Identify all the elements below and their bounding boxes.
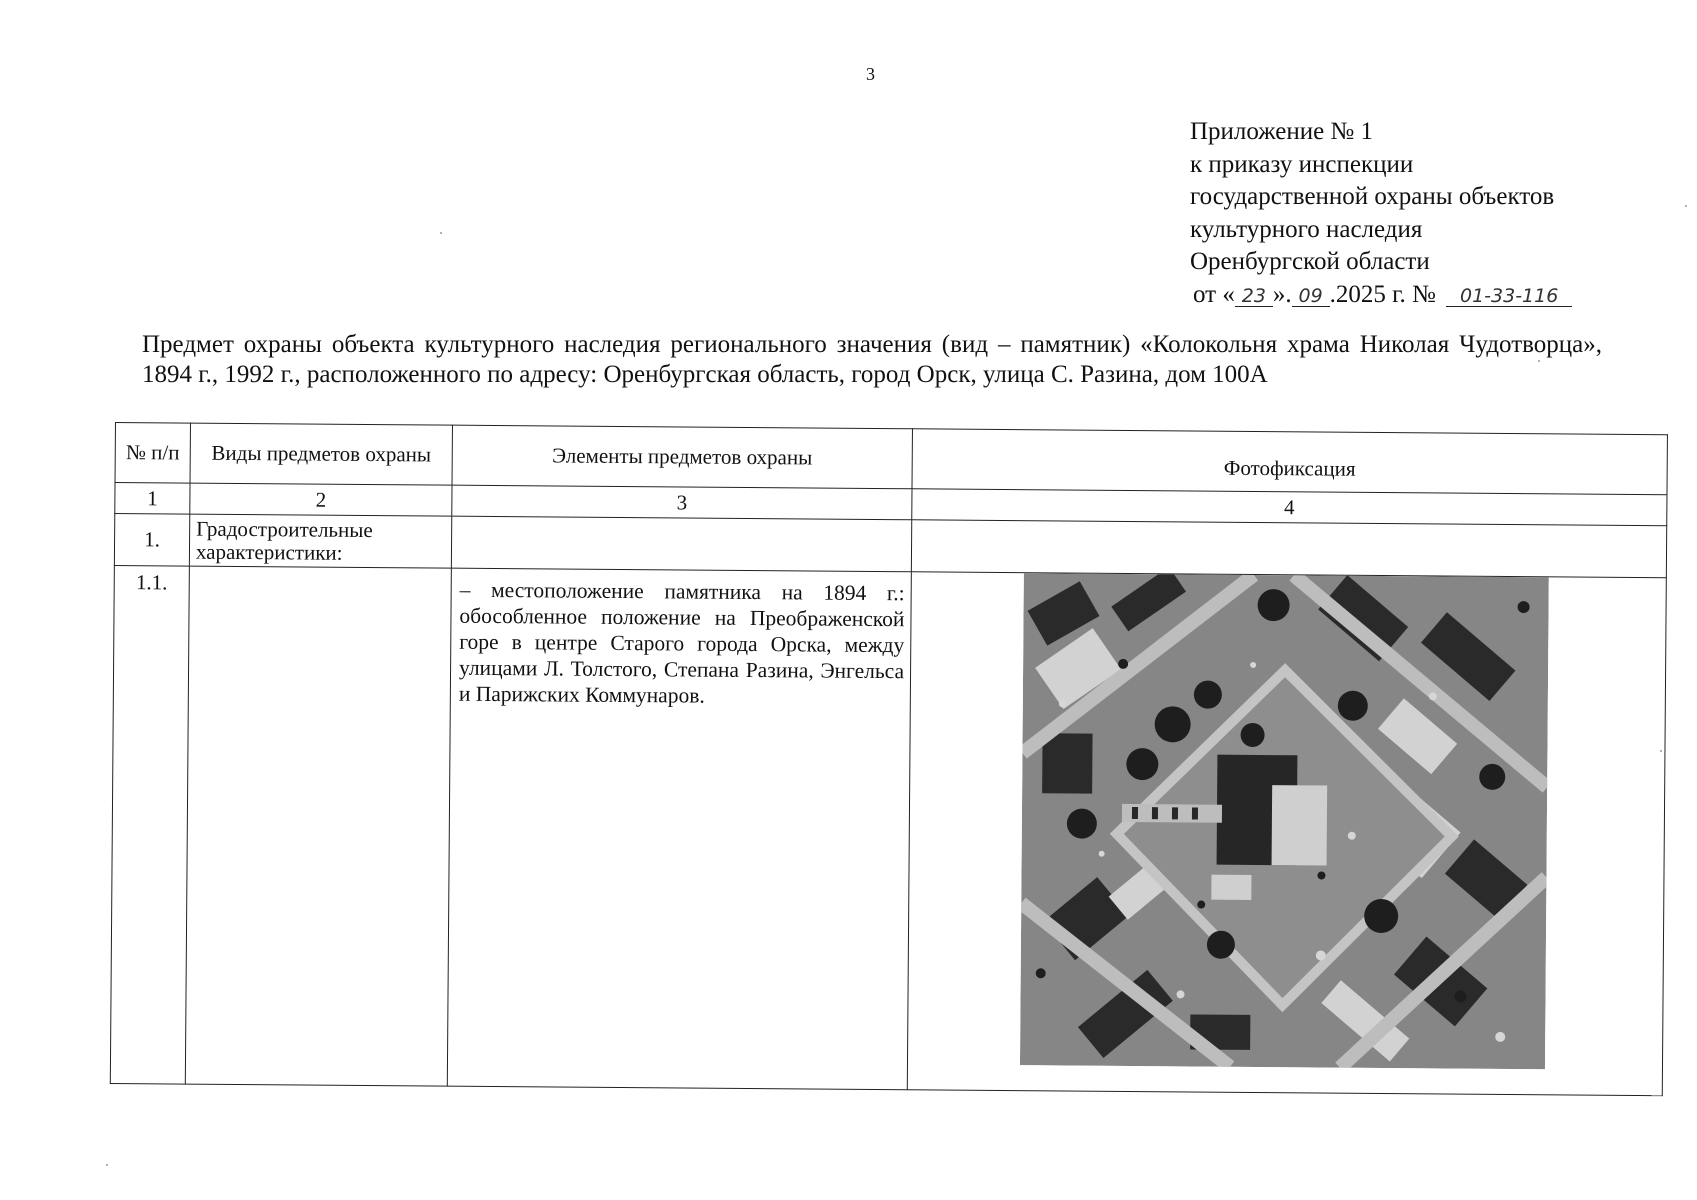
column-number: 1 (115, 483, 190, 515)
scan-speck (440, 232, 442, 234)
row-type: Градостроительные характеристики: (189, 514, 451, 568)
document-title: Предмет охраны объекта культурного наследия регионального значения (вид – памятник) «Колокольня храма Николая Чудотворца», 1894 г., 1992 г., расположенного по адресу: Оренбургская область, город Орск, улица С. Разина, дом 100А (142, 331, 1602, 388)
date-prefix: от « (1193, 280, 1235, 308)
row-photo (907, 572, 1666, 1096)
appendix-line-2: к приказу инспекции (1190, 150, 1414, 178)
header-number: № п/п (115, 423, 190, 484)
page-number: 3 (866, 64, 875, 84)
order-number-handwritten: 01-33-116 (1446, 286, 1572, 307)
column-number: 4 (912, 489, 1667, 526)
row-element (451, 516, 911, 572)
scan-speck (106, 1164, 108, 1166)
row-number: 1.1. (110, 565, 189, 1084)
row-element: – местоположение памятника на 1894 г.: обособленное положение на Преображенской горе в центре Старого города Орска, между улицами Л. Толстого, Степана Разина, Энгельса и Парижских Коммунаров. (447, 568, 911, 1090)
appendix-date-line (1193, 279, 1572, 312)
appendix-line-5: Оренбургской области (1190, 248, 1430, 275)
aerial-photo-image (1020, 573, 1549, 1069)
header-photo: Фотофиксация (912, 429, 1667, 495)
row-photo (911, 520, 1666, 578)
scan-speck (1685, 205, 1687, 207)
column-number: 2 (190, 483, 452, 516)
appendix-line-3: государственной охраны объектов (1190, 183, 1555, 210)
protection-subject-table (110, 422, 1668, 1096)
scan-speck (1538, 360, 1540, 362)
date-day-handwritten: 23 (1235, 286, 1273, 307)
appendix-block (1190, 116, 1572, 311)
appendix-line-1: Приложение № 1 (1190, 118, 1374, 145)
column-number: 3 (452, 485, 912, 520)
date-mid: ». (1272, 280, 1292, 308)
date-month-handwritten: 09 (1292, 286, 1330, 307)
aerial-photo (1020, 573, 1549, 1069)
table-row (110, 565, 1666, 1095)
row-type (185, 566, 451, 1086)
scan-speck (1660, 750, 1662, 752)
header-elements: Элементы предметов охраны (452, 425, 912, 489)
date-suffix: .2025 г. № (1329, 280, 1436, 308)
appendix-line-4: культурного наследия (1190, 215, 1423, 243)
row-number: 1. (114, 514, 189, 567)
header-types: Виды предметов охраны (190, 423, 452, 485)
